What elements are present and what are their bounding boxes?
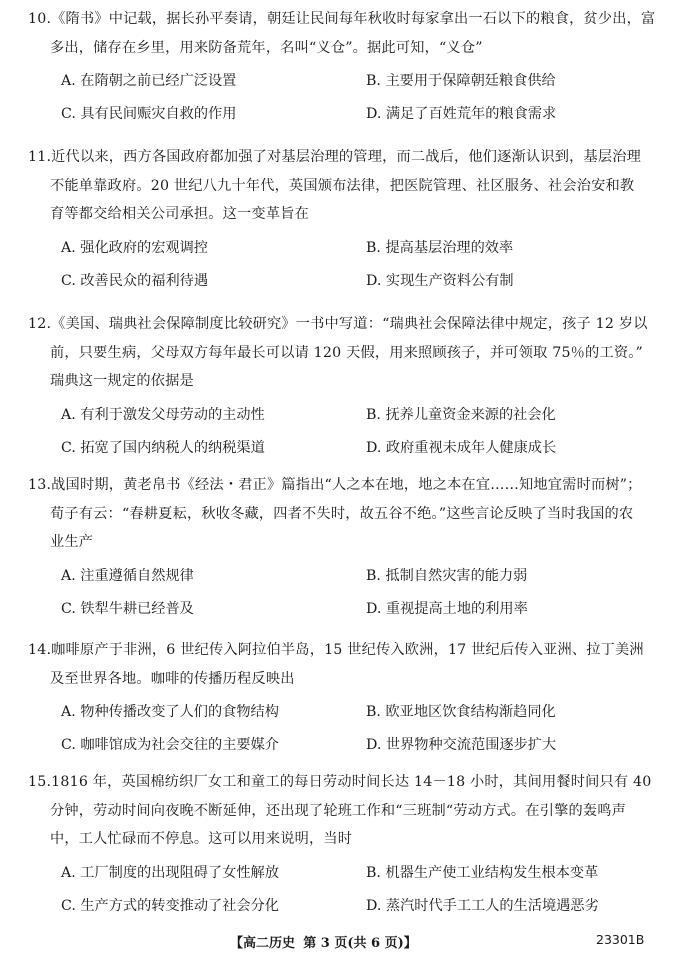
option-b: B. 提高基层治理的效率 (366, 239, 514, 256)
stem-line: 多出，储存在乡里，用来防备荒年，名叫“义仓”。据此可知，“义仓” (50, 39, 483, 56)
stem-line: 业生产 (50, 534, 94, 551)
option-a: A. 物种传播改变了人们的食物结构 (61, 704, 279, 721)
footer-page-number: 第 3 页(共 6 页)】 (303, 936, 417, 951)
options (28, 559, 658, 625)
option-a: A. 注重遵循自然规律 (61, 567, 194, 584)
stem-line: 中，工人忙碌而不停息。这可以用来说明，当时 (50, 831, 353, 848)
footer-subject: 【高二历史 (230, 936, 296, 951)
footer-exam-code: 23301B (596, 932, 645, 947)
question-stem (28, 5, 658, 62)
footer-page-info (230, 932, 417, 951)
question-15 (28, 768, 658, 922)
option-a: A. 在隋朝之前已经广泛设置 (61, 73, 237, 90)
stem-line: 瑞典这一规定的依据是 (50, 373, 194, 390)
option-d: D. 蒸汽时代手工工人的生活境遇恶劣 (366, 897, 599, 914)
option-a: A. 工厂制度的出现阻碍了女性解放 (61, 864, 279, 881)
question-14 (28, 636, 658, 761)
options (28, 856, 658, 922)
option-c: C. 生产方式的转变推动了社会分化 (61, 897, 279, 914)
options (28, 64, 658, 130)
stem-line: 不能单靠政府。20 世纪八九十年代，英国颁布法律，把医院管理、社区服务、社会治安和教 (50, 177, 635, 194)
option-d: D. 满足了百姓荒年的粮食需求 (366, 106, 557, 123)
option-c: C. 具有民间赈灾自救的作用 (61, 106, 237, 123)
stem-line: 15.1816 年，英国棉纺织厂女工和童工的每日劳动时间长达 14－18 小时，其间用餐时间只有 40 (28, 774, 652, 790)
stem-line: 10.《隋书》中记载，据长孙平奏请，朝廷让民间每年秋收时每家拿出一石以下的粮食，贫少出，富 (28, 11, 656, 27)
option-a: A. 强化政府的宏观调控 (61, 239, 208, 256)
options (28, 398, 658, 464)
option-b: B. 抵制自然灾害的能力弱 (366, 567, 528, 584)
option-d: D. 世界物种交流范围逐步扩大 (366, 737, 557, 754)
option-b: B. 抚养儿童资金来源的社会化 (366, 406, 556, 423)
option-c: C. 改善民众的福利待遇 (61, 272, 209, 289)
stem-line: 荀子有云：“春耕夏耘，秋收冬藏，四者不失时，故五谷不绝。”这些言论反映了当时我国的农 (50, 505, 634, 522)
page-footer (0, 932, 677, 954)
option-a: A. 有利于激发父母劳动的主动性 (61, 406, 265, 423)
question-10 (28, 5, 658, 130)
stem-line: 分钟，劳动时间向夜晚不断延伸，还出现了轮班工作和“三班制“劳动方式。在引擎的轰鸣声 (50, 802, 627, 819)
stem-line: 及至世界各地。咖啡的传播历程反映出 (50, 670, 295, 687)
option-d: D. 重视提高土地的利用率 (366, 600, 528, 617)
question-11 (28, 143, 658, 297)
stem-line: 14.咖啡原产于非洲，6 世纪传入阿拉伯半岛，15 世纪传入欧洲，17 世纪后传入亚洲、拉丁美洲 (28, 642, 644, 658)
option-c: C. 拓宽了国内纳税人的纳税渠道 (61, 439, 265, 456)
option-c: C. 铁犁牛耕已经普及 (61, 600, 194, 617)
option-d: D. 政府重视未成年人健康成长 (366, 439, 557, 456)
stem-line: 13.战国时期，黄老帛书《经法・君正》篇指出“人之本在地，地之本在宜……知地宜需时而树”； (28, 477, 642, 493)
question-stem (28, 636, 658, 693)
question-stem (28, 143, 658, 229)
stem-line: 前，只要生病，父母双方每年最长可以请 120 天假，用来照顾孩子，并可领取 75％的工资。” (50, 344, 643, 361)
options (28, 231, 658, 297)
question-stem (28, 310, 658, 396)
stem-line: 育等都交给相关公司承担。这一变革旨在 (50, 206, 309, 223)
question-13 (28, 471, 658, 625)
question-stem (28, 768, 658, 854)
options (28, 695, 658, 761)
stem-line: 11.近代以来，西方各国政府都加强了对基层治理的管理，而二战后，他们逐渐认识到，基层治理 (28, 149, 642, 165)
option-b: B. 机器生产使工业结构发生根本变革 (366, 864, 599, 881)
option-b: B. 欧亚地区饮食结构渐趋同化 (366, 704, 556, 721)
question-12 (28, 310, 658, 464)
question-stem (28, 471, 658, 557)
option-b: B. 主要用于保障朝廷粮食供给 (366, 73, 556, 90)
option-d: D. 实现生产资料公有制 (366, 272, 514, 289)
stem-line: 12.《美国、瑞典社会保障制度比较研究》一书中写道：“瑞典社会保障法律中规定，孩子 12 岁以 (28, 316, 648, 332)
option-c: C. 咖啡馆成为社会交往的主要媒介 (61, 737, 279, 754)
